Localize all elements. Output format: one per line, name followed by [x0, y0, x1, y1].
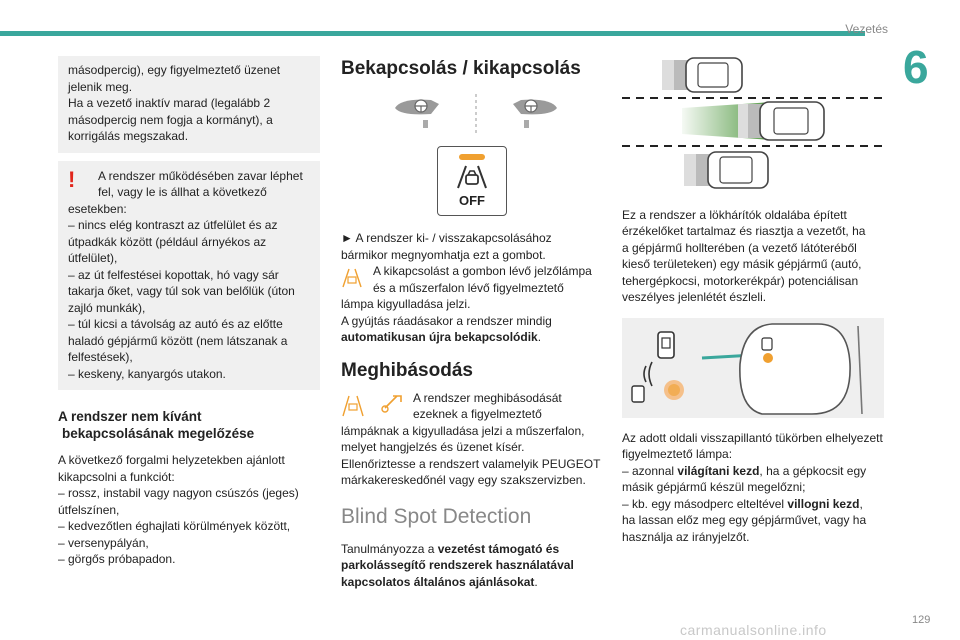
- paragraph: Az adott oldali visszapillantó tükörben elhelyezett figyelmeztető lámpa: – azonnal világítani kezd, ha a gépkocsit egy másik gépjármű készül megelőzni; – kb. egy másodperc elteltével villogni kezd, ha lassan előz meg egy gépjárművet, vagy ha használja az irányjelzőt.: [622, 430, 883, 544]
- malfunction-warning-icons: [341, 390, 411, 420]
- middle-column: [341, 58, 605, 590]
- paragraph: Ez a rendszer a lökhárítók oldalába épített érzékelőket tartalmaz és riasztja a vezetőt, ha a gépjármű hollterében (a vezető látóteréből kieső területeken) egy másik gépjármű (autó, tehergépkocsi, motorkerékpár) potenciálisan veszélyes jelenlétét észleli.: [622, 207, 866, 304]
- heading-activation: Bekapcsolás / kikapcsolás: [341, 58, 581, 79]
- text-line: másodpercig nem fogja a kormányt), a: [68, 112, 273, 127]
- text-line: útfelület),: [68, 251, 118, 265]
- text-line: – az út felfestései kopottak, hó vagy sár: [68, 267, 279, 282]
- heading-blind-spot: Blind Spot Detection: [341, 504, 532, 528]
- chapter-number: 6: [903, 41, 929, 93]
- paragraph: A gyújtás ráadásakor a rendszer mindig automatikusan újra bekapcsolódik.: [341, 313, 552, 344]
- text-line: útpadkák között (például árnyékos az: [68, 234, 267, 249]
- text-line: takarja őket, vagy túl sok van belőlük (úton: [68, 284, 295, 298]
- warning-exclamation-icon: !: [68, 166, 76, 192]
- lane-car-icon: [454, 164, 490, 190]
- text-line: A rendszer működésében zavar léphet: [98, 168, 303, 183]
- text-line: felfestések),: [68, 350, 133, 364]
- text-line: jelenik meg.: [68, 79, 133, 94]
- paragraph: ► A rendszer ki- / visszakapcsolásához bármikor megnyomhatja ezt a gombot.: [341, 231, 552, 262]
- text-line: korrigálás megszakad.: [68, 129, 189, 143]
- left-column: [58, 56, 320, 568]
- body-text: A következő forgalmi helyzetekben ajánlott kikapcsolni a funkciót: – rossz, instabil vagy nagyon csúszós (jeges) útfelszínen, – kedvezőtlen éghajlati körülmények között, – versenypályán, – görgős próbapadon.: [58, 453, 299, 566]
- indicator-lamp: [459, 154, 485, 160]
- text-line: – keskeny, kanyargós utakon.: [68, 366, 226, 381]
- car-icon: [738, 102, 824, 140]
- paragraph: Tanulmányozza a vezetést támogató és parkolássegítő rendszerek használatával kapcsolatos általános ajánlásokat.: [341, 541, 574, 589]
- text-line: haladó gépjármű között (nem látszanak a: [68, 333, 288, 348]
- heading-malfunction: Meghibásodás: [341, 359, 473, 381]
- text-line: zajló munkák),: [68, 300, 146, 315]
- off-button-illustration: [437, 146, 507, 216]
- text-line: – nincs elég kontraszt az útfelület és az: [68, 218, 278, 232]
- watermark: carmanualsonline.info: [680, 622, 827, 638]
- car-icon: [684, 152, 768, 188]
- right-column: [622, 54, 890, 545]
- subheading: A rendszer nem kívánt bekapcsolásának megelőzése: [58, 409, 255, 441]
- paragraph-with-icon: A kikapcsolást a gombon lévő jelzőlámpa és a műszerfalon lévő figyelmeztető lámpa kigyulladása jelzi.: [341, 264, 592, 311]
- text-line: Ha a vezető inaktív marad (legalább 2: [68, 96, 271, 110]
- paragraph-with-icons: A rendszer meghibásodását ezeknek a figyelmeztető lámpáknak a kigyulladása jelzi a műszerfalon, melyet hangjelzés és üzenet kísér. Ellenőriztesse a rendszert valamelyik PEUGEOT márkakereskedőnél vagy egy szakszervizben.: [341, 390, 601, 487]
- section-title: Vezetés: [845, 22, 888, 36]
- text-line: fel, vagy le is állhat a következő: [98, 185, 267, 199]
- text-line: esetekben:: [68, 201, 127, 216]
- side-mirror-lamp-icon: [622, 318, 884, 418]
- blind-spot-diagram: [622, 54, 886, 190]
- off-label: OFF: [459, 193, 485, 208]
- mirror-steering-icon: [391, 94, 561, 134]
- page-number: 129: [912, 614, 931, 626]
- text-line: – túl kicsi a távolság az autó és az előtte: [68, 317, 283, 331]
- text-line: másodpercig), egy figyelmeztető üzenet: [68, 63, 281, 77]
- mirror-illustration: [622, 318, 884, 418]
- header-accent-bar: [0, 31, 865, 36]
- info-box: [58, 56, 320, 153]
- car-icon: [662, 58, 742, 92]
- lane-warning-lamp-icon: [341, 265, 371, 289]
- warning-box: [58, 161, 320, 391]
